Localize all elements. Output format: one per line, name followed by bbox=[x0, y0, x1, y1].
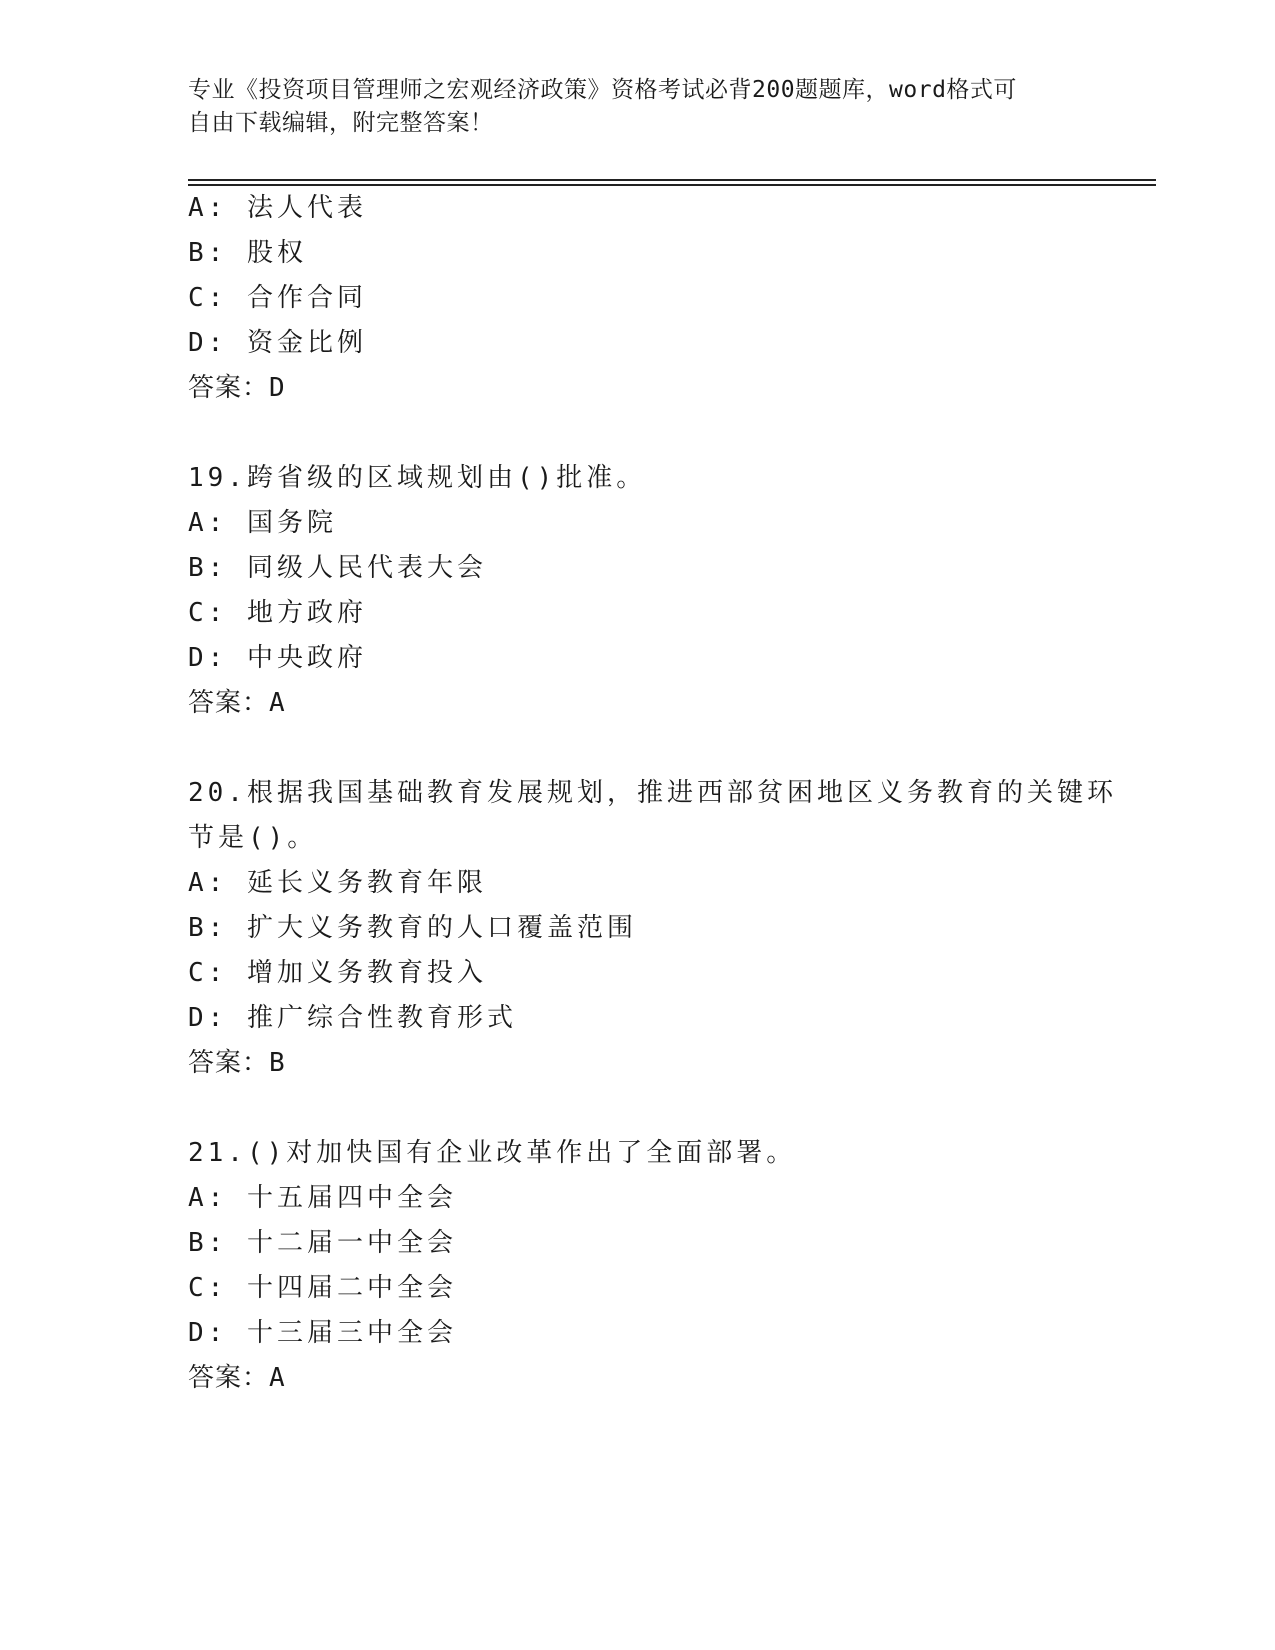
q19-stem: 19.跨省级的区域规划由()批准。 bbox=[188, 463, 647, 493]
q21-option-a: A: 十五届四中全会 bbox=[188, 1183, 457, 1213]
q18-option-a: A: 法人代表 bbox=[188, 193, 367, 223]
header-divider-bottom bbox=[188, 184, 1156, 186]
q21-option-b: B: 十二届一中全会 bbox=[188, 1228, 457, 1258]
q18-answer: 答案：D bbox=[188, 373, 286, 403]
q20-stem-line-2: 节是()。 bbox=[188, 823, 318, 853]
q19-option-c: C: 地方政府 bbox=[188, 598, 367, 628]
q19-option-a: A: 国务院 bbox=[188, 508, 337, 538]
q18-option-b: B: 股权 bbox=[188, 238, 307, 268]
q18-option-d: D: 资金比例 bbox=[188, 328, 367, 358]
header-line-2: 自由下载编辑，附完整答案！ bbox=[188, 110, 494, 136]
q20-answer: 答案：B bbox=[188, 1048, 286, 1078]
q18-option-c: C: 合作合同 bbox=[188, 283, 367, 313]
q20-stem-line-1: 20.根据我国基础教育发展规划，推进西部贫困地区义务教育的关键环 bbox=[188, 778, 1117, 808]
q20-option-c: C: 增加义务教育投入 bbox=[188, 958, 487, 988]
q20-option-b: B: 扩大义务教育的人口覆盖范围 bbox=[188, 913, 637, 943]
q21-stem: 21.()对加快国有企业改革作出了全面部署。 bbox=[188, 1138, 797, 1168]
q21-option-d: D: 十三届三中全会 bbox=[188, 1318, 457, 1348]
q19-option-b: B: 同级人民代表大会 bbox=[188, 553, 487, 583]
document-header bbox=[188, 74, 1068, 140]
header-divider-top bbox=[188, 179, 1156, 181]
q19-answer: 答案：A bbox=[188, 688, 286, 718]
q21-answer: 答案：A bbox=[188, 1363, 286, 1393]
q20-option-d: D: 推广综合性教育形式 bbox=[188, 1003, 517, 1033]
q20-option-a: A: 延长义务教育年限 bbox=[188, 868, 487, 898]
q21-option-c: C: 十四届二中全会 bbox=[188, 1273, 457, 1303]
q19-option-d: D: 中央政府 bbox=[188, 643, 367, 673]
header-line-1: 专业《投资项目管理师之宏观经济政策》资格考试必背200题题库，word格式可 bbox=[188, 77, 1017, 103]
